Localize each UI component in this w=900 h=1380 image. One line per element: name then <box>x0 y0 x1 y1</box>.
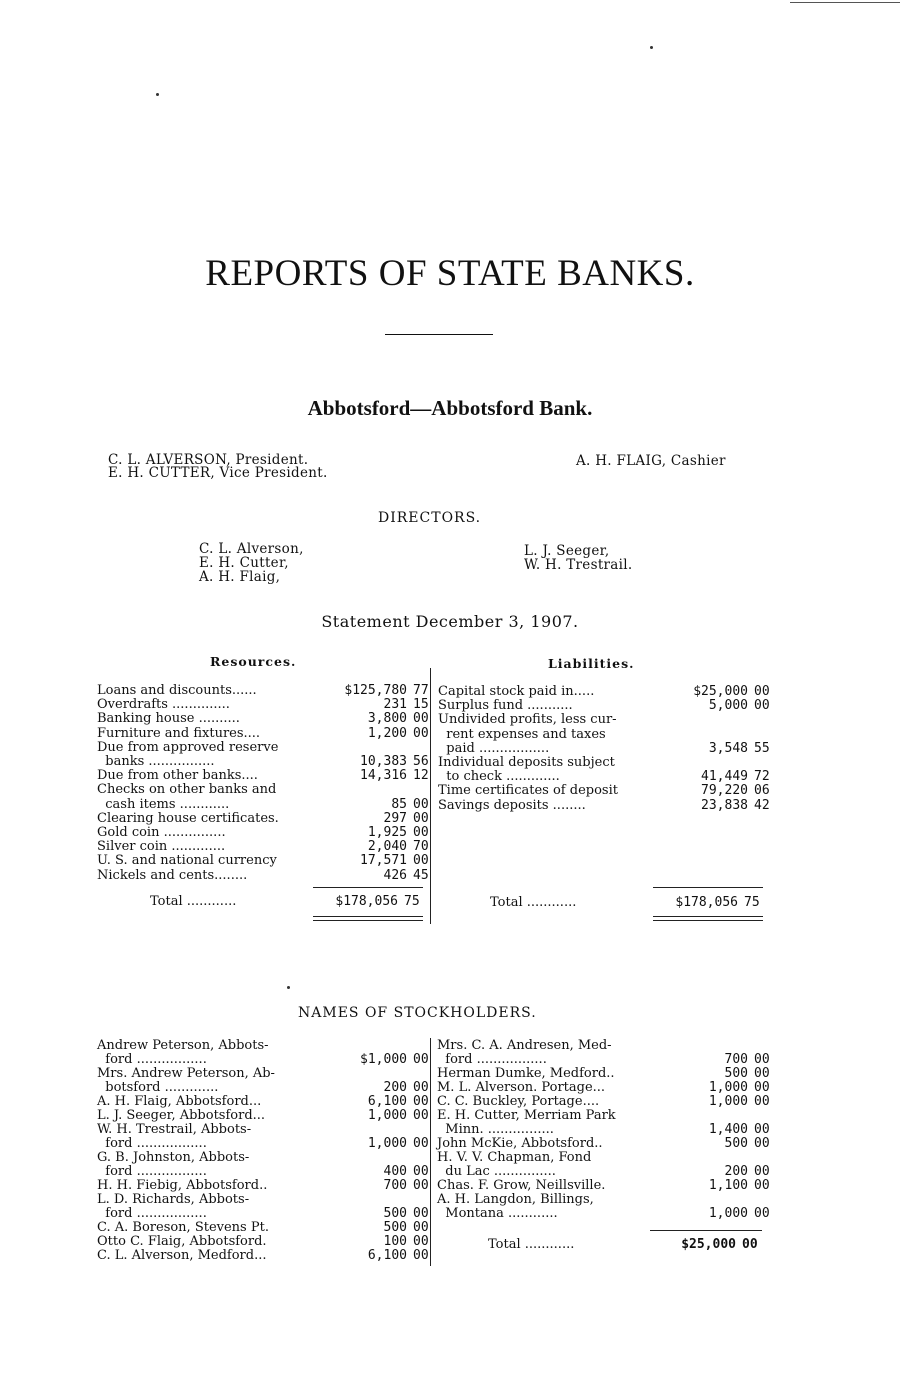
director-left-1: C. L. Alverson, <box>199 541 304 557</box>
row-label: Overdrafts .............. <box>97 697 230 713</box>
director-right-2: W. H. Trestrail. <box>524 557 633 573</box>
row-cents: 00 <box>413 1052 429 1067</box>
row-dollars: $1,000 <box>360 1052 407 1067</box>
row-dollars: 23,838 <box>701 797 748 813</box>
row-label: C. L. Alverson, Medford... <box>97 1248 267 1263</box>
row-dollars: 6,100 <box>367 1248 407 1263</box>
row-cents: 00 <box>754 1178 770 1193</box>
row-label: M. L. Alverson. Portage... <box>437 1080 606 1095</box>
row-label: ford ................. <box>97 1206 207 1221</box>
row-dollars: 500 <box>383 1206 407 1221</box>
top-right-mark <box>790 2 900 3</box>
row-dollars: 1,200 <box>367 725 407 741</box>
row-label: Undivided profits, less cur- <box>438 712 617 728</box>
row-label: Time certificates of deposit <box>438 783 618 799</box>
row-label: Checks on other banks and <box>97 782 277 798</box>
row-cents: 00 <box>754 1080 770 1095</box>
row-label: Banking house .......... <box>97 711 240 727</box>
row-dollars: 17,571 <box>360 853 407 869</box>
row-dollars: 1,100 <box>708 1178 748 1193</box>
row-dollars: 79,220 <box>701 783 748 799</box>
row-label: ford ................. <box>97 1136 207 1151</box>
row-dollars: $125,780 <box>344 683 407 698</box>
row-label: Due from other banks.... <box>97 768 258 784</box>
liabilities-total-cents: 75 <box>744 895 760 910</box>
stockholders-total-dollars: $25,000 <box>681 1237 736 1252</box>
row-dollars: 297 <box>383 810 407 826</box>
row-label: Mrs. Andrew Peterson, Ab- <box>97 1066 275 1081</box>
row-dollars: 1,925 <box>367 825 407 840</box>
scan-speck <box>156 93 159 96</box>
row-cents: 00 <box>754 698 770 714</box>
row-cents: 77 <box>413 683 429 698</box>
row-cents: 00 <box>413 1136 429 1151</box>
row-label: G. B. Johnston, Abbots- <box>97 1150 250 1165</box>
row-label: H. V. V. Chapman, Fond <box>437 1150 592 1165</box>
row-dollars: 500 <box>724 1066 748 1081</box>
row-dollars: 1,000 <box>708 1080 748 1095</box>
row-cents: 00 <box>413 1234 429 1249</box>
row-label: Capital stock paid in..... <box>438 684 595 699</box>
row-dollars: 1,000 <box>367 1136 407 1151</box>
row-dollars: 3,800 <box>367 711 407 727</box>
row-label: banks ................ <box>97 754 215 769</box>
row-cents: 00 <box>413 711 429 727</box>
row-label: W. H. Trestrail, Abbots- <box>97 1122 252 1137</box>
row-label: L. J. Seeger, Abbotsford... <box>97 1108 266 1123</box>
row-cents: 00 <box>413 725 429 741</box>
row-label: du Lac ............... <box>437 1164 556 1179</box>
row-cents: 55 <box>754 740 770 756</box>
row-dollars: 1,000 <box>708 1094 748 1109</box>
row-label: Otto C. Flaig, Abbotsford. <box>97 1234 267 1249</box>
row-label: Montana ............ <box>437 1206 558 1221</box>
resources-total-dollars: $178,056 <box>335 894 398 909</box>
row-cents: 00 <box>413 853 429 869</box>
vice-president: E. H. CUTTER, Vice President. <box>108 465 328 481</box>
row-cents: 70 <box>413 839 429 855</box>
resources-total-cents: 75 <box>404 894 420 909</box>
director-left-3: A. H. Flaig, <box>199 569 281 585</box>
president: C. L. ALVERSON, President. <box>108 452 309 468</box>
stockholders-total-label: Total ............ <box>488 1237 575 1252</box>
row-cents: 00 <box>413 796 429 812</box>
row-dollars: 5,000 <box>708 698 748 714</box>
row-label: Furniture and fixtures.... <box>97 725 261 741</box>
scan-speck <box>650 46 653 49</box>
row-cents: 00 <box>754 1094 770 1109</box>
row-cents: 00 <box>413 1080 429 1095</box>
row-dollars: 231 <box>383 697 407 713</box>
row-cents: 45 <box>413 867 429 883</box>
director-left-2: E. H. Cutter, <box>199 555 289 571</box>
row-cents: 15 <box>413 697 429 713</box>
row-cents: 72 <box>754 769 770 785</box>
resources-total-double-rule <box>313 916 423 921</box>
row-dollars: 2,040 <box>367 839 407 855</box>
row-label: C. A. Boreson, Stevens Pt. <box>97 1220 269 1235</box>
row-label: Savings deposits ........ <box>438 797 586 813</box>
row-cents: 00 <box>754 1164 770 1179</box>
resources-heading: Resources. <box>210 654 297 669</box>
liabilities-total-label: Total ............ <box>490 895 577 910</box>
row-cents: 00 <box>413 1178 429 1193</box>
row-cents: 00 <box>754 1136 770 1151</box>
row-label: Herman Dumke, Medford.. <box>437 1066 615 1081</box>
row-label: rent expenses and taxes <box>438 726 606 742</box>
statement-date: Statement December 3, 1907. <box>321 612 579 631</box>
row-label: C. C. Buckley, Portage.... <box>437 1094 600 1109</box>
row-label: L. D. Richards, Abbots- <box>97 1192 250 1207</box>
row-label: A. H. Flaig, Abbotsford... <box>97 1094 262 1109</box>
row-label: to check ............. <box>438 769 560 785</box>
row-label: Surplus fund ........... <box>438 698 573 714</box>
row-dollars: 200 <box>383 1080 407 1095</box>
row-label: paid ................. <box>438 740 550 756</box>
row-cents: 00 <box>754 1052 770 1067</box>
stockholders-divider <box>430 1038 431 1266</box>
balance-divider <box>430 668 431 924</box>
row-label: Individual deposits subject <box>438 755 615 770</box>
row-cents: 00 <box>413 1164 429 1179</box>
scan-speck <box>287 986 290 989</box>
row-label: Silver coin ............. <box>97 839 226 855</box>
stockholders-total-cents: 00 <box>742 1237 758 1252</box>
row-dollars: 3,548 <box>708 740 748 756</box>
row-label: botsford ............. <box>97 1080 219 1095</box>
row-dollars: 500 <box>724 1136 748 1151</box>
row-label: Gold coin ............... <box>97 825 226 840</box>
row-label: Andrew Peterson, Abbots- <box>97 1038 269 1053</box>
row-label: Due from approved reserve <box>97 739 279 755</box>
row-label: U. S. and national currency <box>97 853 277 869</box>
row-dollars: 200 <box>724 1164 748 1179</box>
title-divider <box>385 334 493 335</box>
liabilities-heading: Liabilities. <box>548 656 635 671</box>
row-cents: 12 <box>413 768 429 784</box>
row-cents: 00 <box>754 1122 770 1137</box>
row-dollars: 85 <box>391 796 407 812</box>
row-label: Nickels and cents........ <box>97 867 248 883</box>
row-cents: 00 <box>413 825 429 840</box>
page-title: REPORTS OF STATE BANKS. <box>205 253 695 294</box>
resources-total-label: Total ............ <box>150 894 237 909</box>
row-cents: 00 <box>754 1206 770 1221</box>
row-dollars: 700 <box>383 1178 407 1193</box>
row-label: cash items ............ <box>97 796 230 812</box>
row-label: ford ................. <box>97 1164 207 1179</box>
row-label: ford ................. <box>97 1052 207 1067</box>
row-dollars: 100 <box>383 1234 407 1249</box>
row-dollars: 500 <box>383 1220 407 1235</box>
row-cents: 06 <box>754 783 770 799</box>
row-label: A. H. Langdon, Billings, <box>437 1192 594 1207</box>
row-label: E. H. Cutter, Merriam Park <box>437 1108 616 1123</box>
row-label: H. H. Fiebig, Abbotsford.. <box>97 1178 268 1193</box>
director-right-1: L. J. Seeger, <box>524 543 610 559</box>
row-dollars: 6,100 <box>367 1094 407 1109</box>
row-cents: 42 <box>754 797 770 813</box>
row-cents: 00 <box>413 1206 429 1221</box>
row-cents: 00 <box>413 1220 429 1235</box>
row-dollars: 1,000 <box>367 1108 407 1123</box>
directors-heading: DIRECTORS. <box>378 510 482 526</box>
liabilities-total-rule <box>653 887 763 888</box>
row-dollars: 41,449 <box>701 769 748 785</box>
row-label: Loans and discounts...... <box>97 683 257 698</box>
row-dollars: 1,400 <box>708 1122 748 1137</box>
row-dollars: 400 <box>383 1164 407 1179</box>
row-cents: 00 <box>754 1066 770 1081</box>
row-label: Minn. ................ <box>437 1122 554 1137</box>
row-dollars: $25,000 <box>693 684 748 699</box>
row-dollars: 700 <box>724 1052 748 1067</box>
row-label: John McKie, Abbotsford.. <box>437 1136 603 1151</box>
row-cents: 00 <box>413 1248 429 1263</box>
row-cents: 00 <box>413 1094 429 1109</box>
stockholders-heading: NAMES OF STOCKHOLDERS. <box>298 1005 537 1021</box>
row-dollars: 14,316 <box>360 768 407 784</box>
row-label: Chas. F. Grow, Neillsville. <box>437 1178 606 1193</box>
row-label: ford ................. <box>437 1052 547 1067</box>
row-cents: 00 <box>754 684 770 699</box>
row-cents: 56 <box>413 754 429 769</box>
cashier: A. H. FLAIG, Cashier <box>576 453 726 469</box>
row-cents: 00 <box>413 1108 429 1123</box>
row-dollars: 10,383 <box>360 754 407 769</box>
row-cents: 00 <box>413 810 429 826</box>
liabilities-total-dollars: $178,056 <box>675 895 738 910</box>
bank-title: Abbotsford—Abbotsford Bank. <box>307 396 593 420</box>
row-label: Mrs. C. A. Andresen, Med- <box>437 1038 612 1053</box>
liabilities-total-double-rule <box>653 916 763 921</box>
resources-total-rule <box>313 887 423 888</box>
row-dollars: 426 <box>383 867 407 883</box>
stockholders-total-rule <box>650 1230 762 1231</box>
row-label: Clearing house certificates. <box>97 810 279 826</box>
row-dollars: 1,000 <box>708 1206 748 1221</box>
